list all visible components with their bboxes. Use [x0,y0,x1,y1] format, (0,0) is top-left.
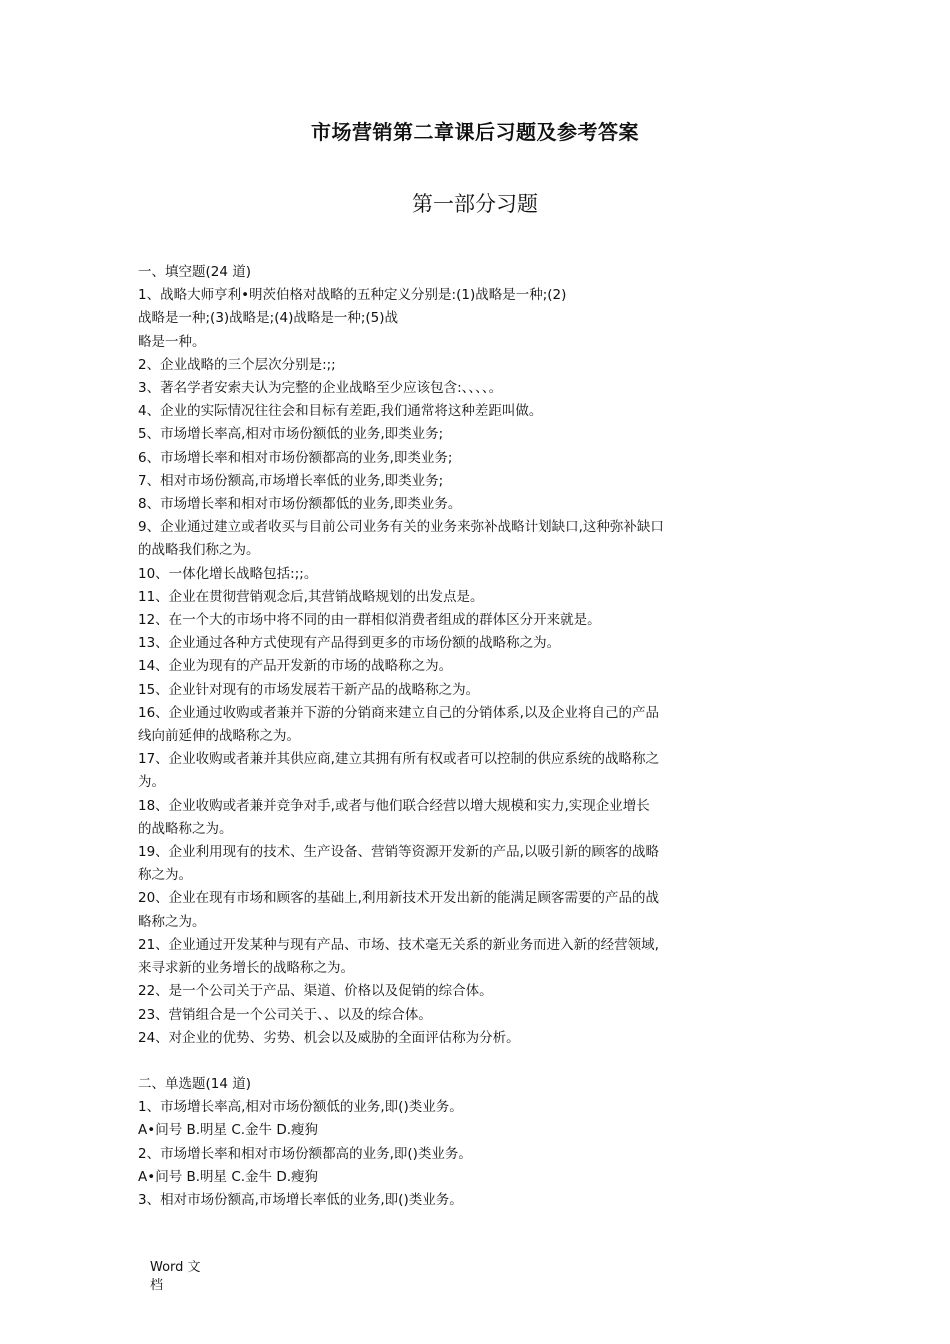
question-line: 6、市场增长率和相对市场份额都高的业务,即类业务; [138,449,453,466]
question-line: 14、企业为现有的产品开发新的市场的战略称之为。 [138,658,453,675]
section-spacer [138,1050,778,1073]
question-line: 的战略我们称之为。 [138,542,260,559]
part-subtitle: 第一部分习题 [412,192,538,216]
question-line: 13、企业通过各种方式使现有产品得到更多的市场份额的战略称之为。 [138,635,561,652]
question-line: 线向前延伸的战略称之为。 [138,728,300,745]
fill-blank-questions [138,284,778,1050]
question-line: 12、在一个大的市场中将不同的由一群相似消费者组成的群体区分开来就是。 [138,612,601,629]
question-line: 21、企业通过开发某种与现有产品、市场、技术毫无关系的新业务而进入新的经营领域, [138,936,659,953]
question-line: 23、营销组合是一个公司关于、、以及的综合体。 [138,1006,432,1023]
question-line: 1、战略大师亨利•明茨伯格对战略的五种定义分别是:(1)战略是一种;(2) [138,287,567,304]
page-footer [150,1259,210,1295]
question-line: 17、企业收购或者兼并其供应商,建立其拥有所有权或者可以控制的供应系统的战略称之 [138,751,659,768]
question-line: 15、企业针对现有的市场发展若干新产品的战略称之为。 [138,681,480,698]
section-heading-single-choice: 二、单选题(14 道) [138,1075,252,1092]
question-line: 略是一种。 [138,333,206,350]
footer-line: 档 [150,1278,164,1293]
question-line: 来寻求新的业务增长的战略称之为。 [138,960,354,977]
question-line: 3、相对市场份额高,市场增长率低的业务,即()类业务。 [138,1191,463,1208]
question-line: 9、企业通过建立或者收买与目前公司业务有关的业务来弥补战略计划缺口,这种弥补缺口 [138,519,664,536]
footer-line: Word 文 [150,1260,201,1275]
question-line: 2、市场增长率和相对市场份额都高的业务,即()类业务。 [138,1145,472,1162]
question-line: 18、企业收购或者兼并竞争对手,或者与他们联合经营以增大规模和实力,实现企业增长 [138,797,650,814]
question-line: 2、企业战略的三个层次分别是:;; [138,356,336,373]
question-line: 略称之为。 [138,913,206,930]
single-choice-questions [138,1096,778,1212]
question-line: 称之为。 [138,867,192,884]
question-line: 19、企业利用现有的技术、生产设备、营销等资源开发新的产品,以吸引新的顾客的战略 [138,844,659,861]
question-line: A•问号 B.明星 C.金牛 D.瘦狗 [138,1168,319,1185]
question-line: A•问号 B.明星 C.金牛 D.瘦狗 [138,1122,319,1139]
document-title: 市场营销第二章课后习题及参考答案 [311,120,639,144]
question-line: 战略是一种;(3)战略是;(4)战略是一种;(5)战 [138,310,399,327]
question-line: 20、企业在现有市场和顾客的基础上,利用新技术开发出新的能满足顾客需要的产品的战 [138,890,659,907]
section-heading-fill-blank: 一、填空题(24 道) [138,264,252,280]
document-body [138,261,778,1212]
question-line: 4、企业的实际情况往往会和目标有差距,我们通常将这种差距叫做。 [138,403,543,420]
question-line: 为。 [138,774,165,791]
question-line: 24、对企业的优势、劣势、机会以及威胁的全面评估称为分析。 [138,1029,520,1046]
question-line: 11、企业在贯彻营销观念后,其营销战略规划的出发点是。 [138,588,484,605]
question-line: 10、一体化增长战略包括:;;。 [138,565,318,582]
question-line: 1、市场增长率高,相对市场份额低的业务,即()类业务。 [138,1099,463,1116]
question-line: 5、市场增长率高,相对市场份额低的业务,即类业务; [138,426,444,443]
question-line: 22、是一个公司关于产品、渠道、价格以及促销的综合体。 [138,983,493,1000]
question-line: 的战略称之为。 [138,820,233,837]
question-line: 8、市场增长率和相对市场份额都低的业务,即类业务。 [138,496,462,513]
question-line: 7、相对市场份额高,市场增长率低的业务,即类业务; [138,472,444,489]
question-line: 16、企业通过收购或者兼并下游的分销商来建立自己的分销体系,以及企业将自己的产品 [138,704,659,721]
question-line: 3、著名学者安索夫认为完整的企业战略至少应该包含:、、、、。 [138,380,503,397]
